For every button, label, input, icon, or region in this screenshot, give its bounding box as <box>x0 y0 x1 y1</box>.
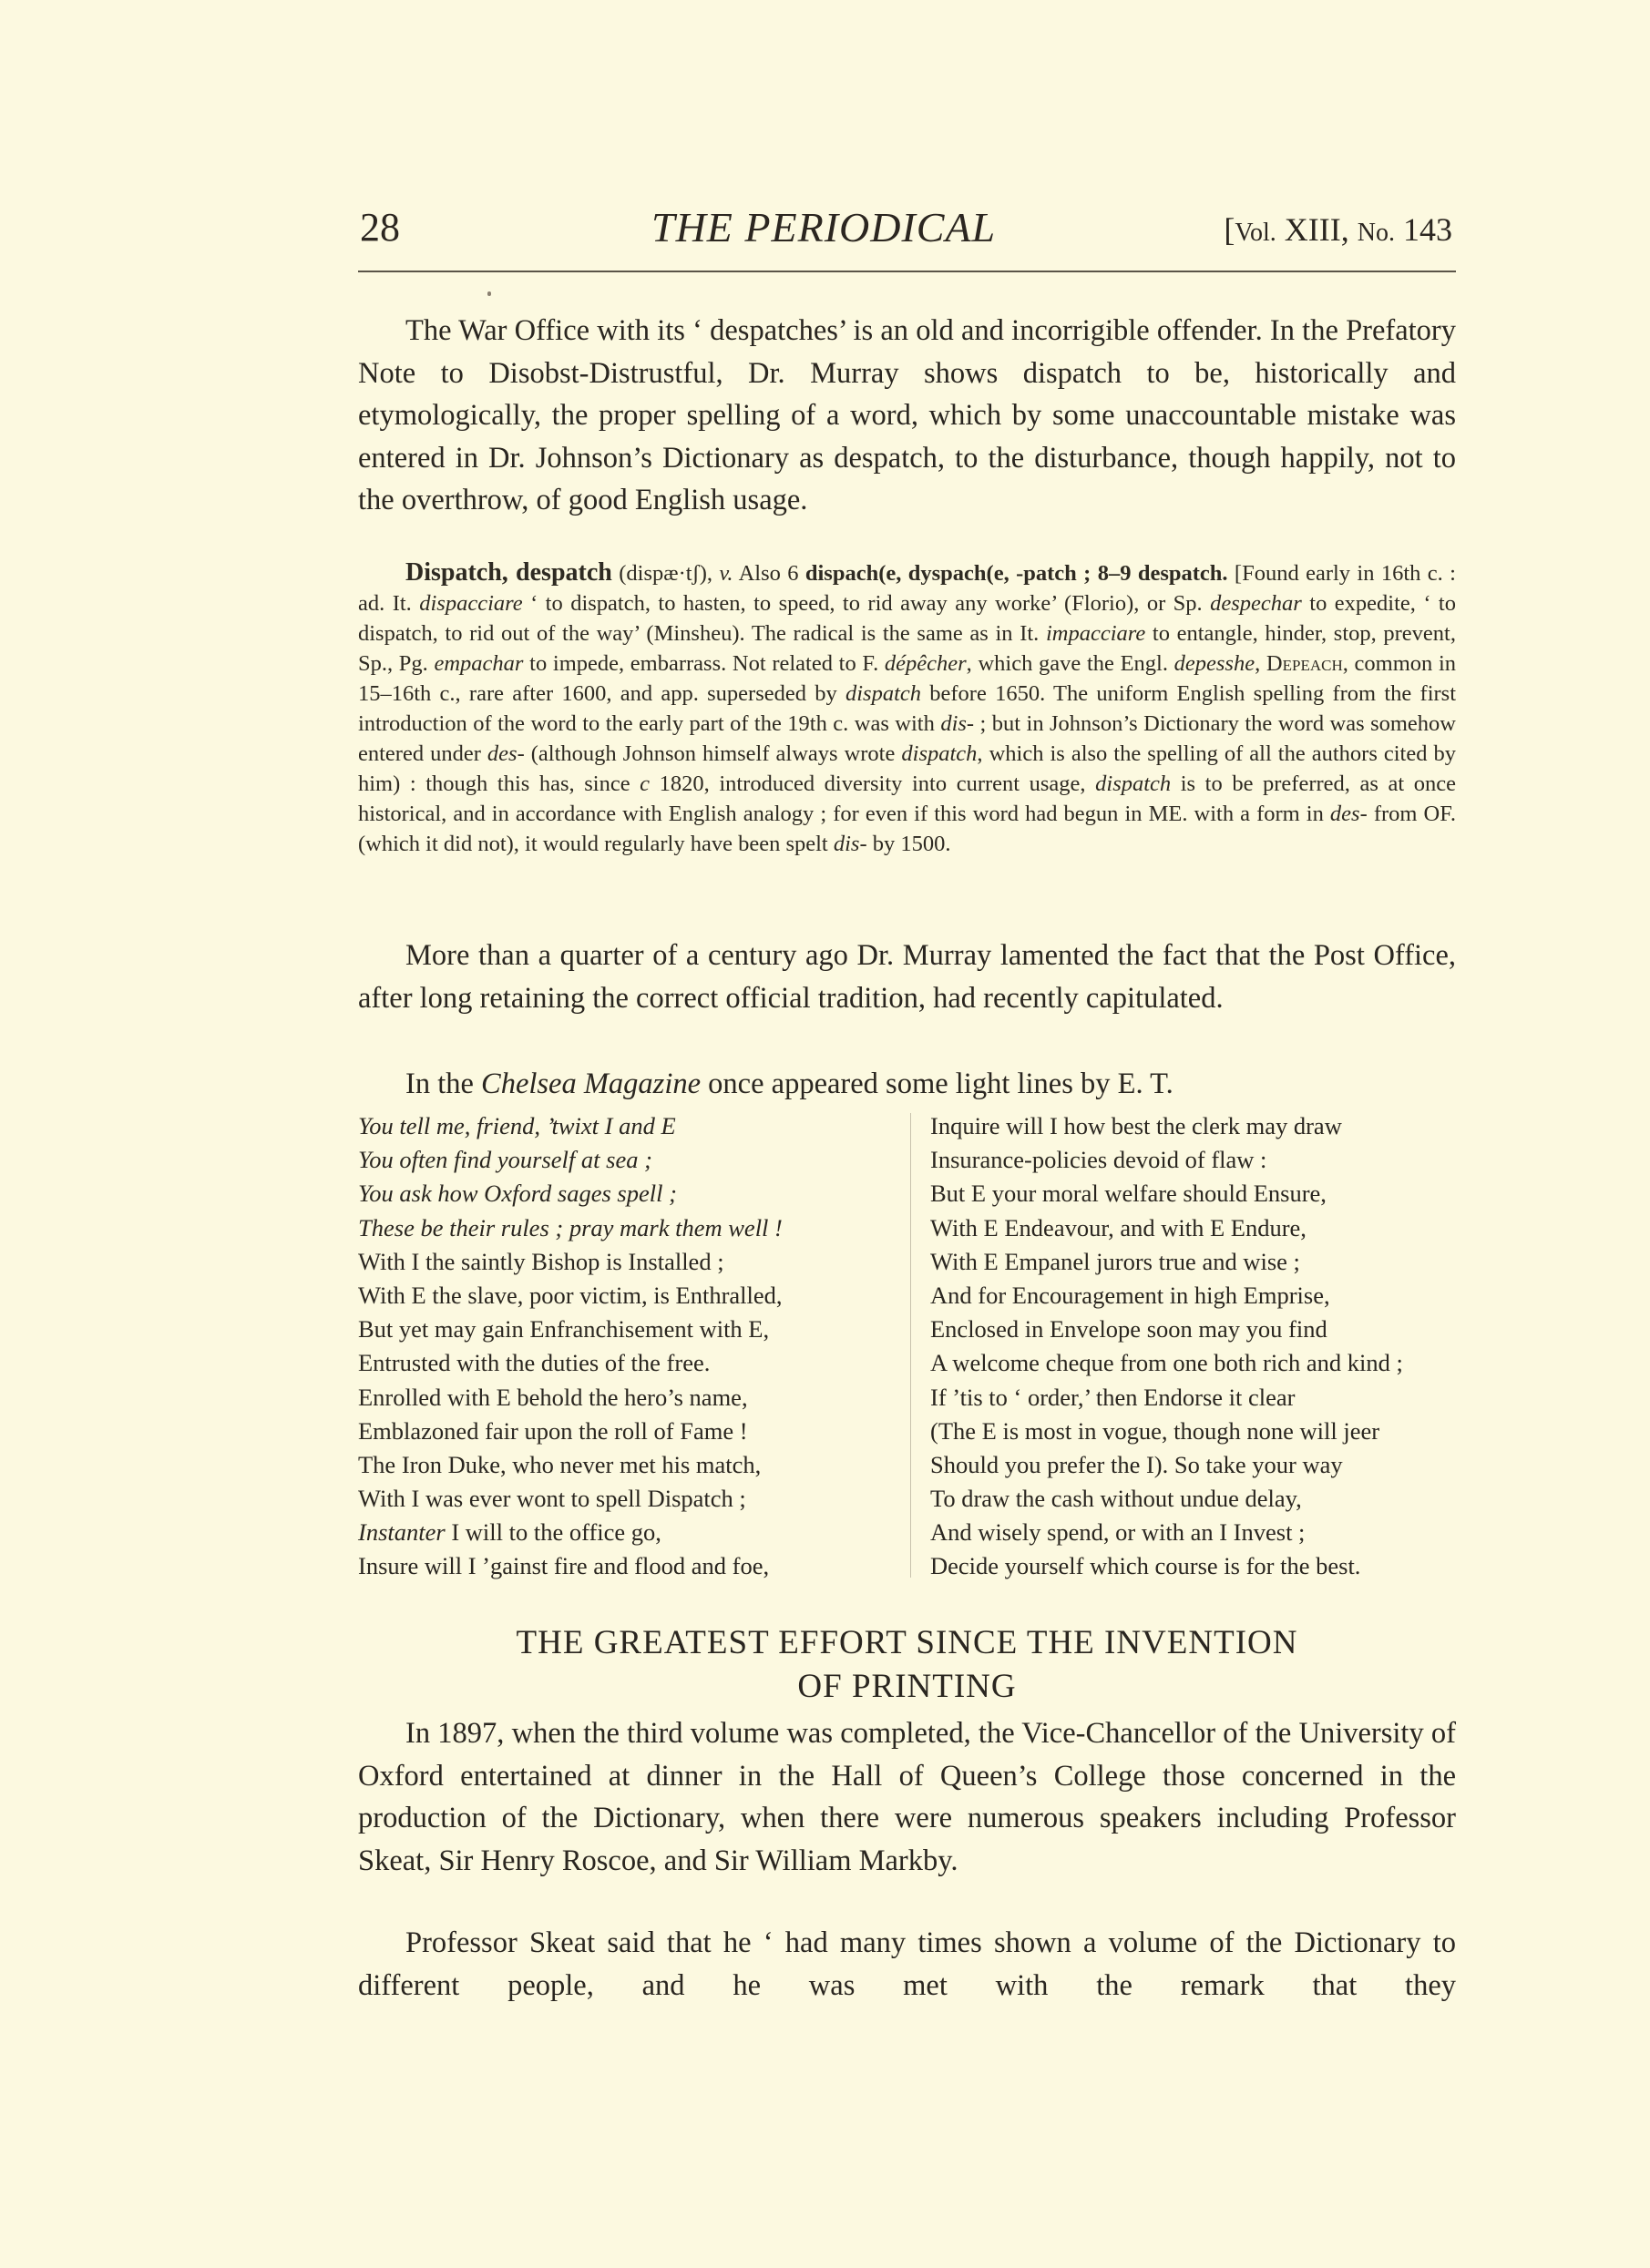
poem-line-text: Emblazoned fair upon the roll of Fame ! <box>358 1416 748 1445</box>
poem-line <box>930 1143 1468 1177</box>
entry-text: ‘ to dispatch, to hasten, to speed, to rid away any worke’ (Florio), or Sp. <box>522 591 1211 616</box>
volume-label: Vol. <box>1235 219 1276 247</box>
poem-column-left <box>358 1109 896 1584</box>
entry-italic: empachar <box>434 651 524 676</box>
entry-italic: dis- <box>940 711 975 736</box>
poem-line-text: With I was ever wont to spell Dispatch ; <box>358 1485 746 1513</box>
volume-bracket: [ <box>1224 211 1235 248</box>
entry-text: ; but in Johnson’s Dictionary the word was somehow entered under <box>358 711 1456 766</box>
entry-italic: impacciare <box>1045 621 1146 646</box>
entry-text: , <box>1255 651 1266 676</box>
poem-line <box>358 1549 896 1583</box>
poem-line-text: Enclosed in Envelope soon may you find <box>930 1315 1327 1343</box>
entry-forms: Also 6 <box>733 561 805 586</box>
entry-forms-list: dispach(e, dyspach(e, -patch ; 8–9 despatch. <box>805 561 1228 586</box>
entry-text: to impede, embarrass. Not related to F. <box>523 651 885 676</box>
poem-line <box>930 1279 1468 1313</box>
paragraph-text: In 1897, when the third volume was completed, the Vice-Chancellor of the University of Oxford entertained at dinner in the Hall of Queen’s College those concerned in the production of the Dictionary, when there were numerous speakers including Professor Skeat, Sir Henry Roscoe, and Sir William Markby. <box>358 1717 1456 1877</box>
entry-text: , which gave the Engl. <box>966 651 1174 676</box>
dictionary-entry <box>358 557 1456 859</box>
poem-line-text: But yet may gain Enfranchisement with E, <box>358 1315 770 1343</box>
poem-line-text: A welcome cheque from one both rich and kind ; <box>930 1349 1403 1377</box>
paragraph-chelsea-magazine <box>358 1063 1456 1106</box>
poem-line <box>930 1516 1468 1549</box>
entry-italic: dispacciare <box>419 591 523 616</box>
poem-line-text: And wisely spend, or with an I Invest ; <box>930 1518 1306 1547</box>
paragraph-1897-dinner <box>358 1712 1456 1882</box>
paragraph-text: Professor Skeat said that he ‘ had many times shown a volume of the Dictionary to different people, and he was met with the remark that they <box>358 1926 1456 2002</box>
entry-pos: v. <box>719 561 733 586</box>
poem-line-text: The Iron Duke, who never met his match, <box>358 1450 762 1478</box>
poem-line <box>930 1381 1468 1415</box>
entry-text: from OF. (which it did not), it would regularly have been spelt <box>358 802 1456 856</box>
poem-line <box>358 1143 896 1177</box>
section-heading-line: OF PRINTING <box>797 1668 1017 1705</box>
periodical-title: THE PERIODICAL <box>651 204 997 250</box>
poem-line <box>358 1245 896 1279</box>
poem-line <box>930 1109 1468 1143</box>
entry-headword: Dispatch, despatch <box>405 558 612 587</box>
entry-italic: dépêcher <box>884 651 967 676</box>
header-rule <box>358 271 1456 272</box>
poem-line <box>930 1346 1468 1380</box>
entry-text: before 1650. The uniform English spelling from the first introduction of the word to the early part of the 19th c. was with <box>358 681 1457 736</box>
entry-italic: des- <box>487 741 525 766</box>
poem-column-right <box>930 1109 1468 1584</box>
entry-italic: dispatch <box>901 741 978 766</box>
entry-text: (although Johnson himself always wrote <box>524 741 902 766</box>
poem-line-text: With E the slave, poor victim, is Enthralled, <box>358 1281 783 1309</box>
entry-text: 1820, introduced diversity into current usage, <box>650 771 1096 796</box>
entry-italic: despechar <box>1210 591 1302 616</box>
issue-label: No. <box>1357 219 1395 247</box>
poem-line <box>358 1448 896 1482</box>
poem-line-text: Enrolled with E behold the hero’s name, <box>358 1383 748 1411</box>
poem-line <box>358 1482 896 1516</box>
entry-text: is to be preferred, as at once historical, and in accordance with English analogy ; for even if this word had begun in ME. with a form in <box>358 771 1456 826</box>
entry-text: to expedite, ‘ to dispatch, to rid out of the way’ (Minsheu). The radical is the same as in It. <box>358 591 1456 646</box>
entry-pronunciation: (dispæ·tʃ), <box>611 561 720 586</box>
poem-line <box>358 1381 896 1415</box>
paragraph-text: The War Office with its ‘ despatches’ is an old and incorrigible offender. In the Prefatory Note to Disobst-Distrustful, Dr. Murray shows dispatch to be, historically and etymologically, the proper spelling of a word, which by some unaccountable mistake was entered in Dr. Johnson’s Dictionary as despatch, to the disturbance, though happily, not to the overthrow, of good English usage. <box>358 314 1456 516</box>
poem-line-text: With E Empanel jurors true and wise ; <box>930 1247 1300 1275</box>
issue-number: 143 <box>1403 211 1452 248</box>
poem-line-text: Entrusted with the duties of the free. <box>358 1349 711 1377</box>
poem-line-text: (The E is most in vogue, though none will jeer <box>930 1416 1380 1445</box>
paragraph-text: More than a quarter of a century ago Dr. Murray lamented the fact that the Post Office, after long retaining the correct official tradition, had recently capitulated. <box>358 939 1456 1015</box>
poem-line <box>358 1279 896 1313</box>
poem-line-text: To draw the cash without undue delay, <box>930 1485 1302 1513</box>
entry-smallcaps: Depeach <box>1266 651 1343 676</box>
entry-text: , common in 15–16th c., rare after 1600, and app. superseded by <box>358 651 1456 706</box>
poem-line <box>930 1313 1468 1346</box>
poem-line-text: You ask how Oxford sages spell ; <box>358 1180 677 1208</box>
poem-line-text: With I the saintly Bishop is Installed ; <box>358 1247 724 1275</box>
poem-line-text: Decide yourself which course is for the best. <box>930 1552 1361 1580</box>
entry-text: to entangle, hinder, stop, prevent, Sp., Pg. <box>358 621 1456 676</box>
poem-line <box>358 1346 896 1380</box>
paragraph-text: In the <box>405 1068 482 1100</box>
poem-line-text: Should you prefer the I). So take your way <box>930 1450 1343 1478</box>
entry-text: [Found early in 16th c. : ad. It. <box>358 561 1456 616</box>
poem-line <box>358 1313 896 1346</box>
volume-issue <box>1224 204 1452 259</box>
poem-line <box>930 1448 1468 1482</box>
poem-line-text: If ’tis to ‘ order,’ then Endorse it clear <box>930 1383 1296 1411</box>
entry-italic: depesshe <box>1173 651 1255 676</box>
running-head <box>358 202 1456 257</box>
poem-line-text: With E Endeavour, and with E Endure, <box>930 1213 1307 1241</box>
poem-line <box>358 1211 896 1245</box>
entry-italic: dis- <box>833 832 867 856</box>
volume-number: XIII, <box>1284 211 1349 248</box>
poem-line-text: You tell me, friend, ’twixt I and E <box>358 1112 676 1139</box>
entry-text: , which is also the spelling of all the authors cited by him) : though this has, since <box>358 741 1457 796</box>
poem-line-text: And for Encouragement in high Emprise, <box>930 1281 1330 1309</box>
entry-italic: c <box>640 771 651 796</box>
poem-line <box>358 1516 896 1549</box>
poem-line <box>930 1415 1468 1448</box>
ink-speck <box>487 291 491 296</box>
paragraph-professor-skeat <box>358 1922 1456 2007</box>
poem-italic-word: Instanter <box>358 1518 446 1547</box>
page-number: 28 <box>360 205 400 250</box>
poem-line <box>930 1177 1468 1211</box>
magazine-title: Chelsea Magazine <box>481 1068 702 1100</box>
poem-line-text: These be their rules ; pray mark them well ! <box>358 1213 783 1241</box>
poem-column-divider <box>910 1113 911 1578</box>
section-heading <box>358 1621 1456 1709</box>
poem-line <box>358 1415 896 1448</box>
poem-line <box>358 1109 896 1143</box>
poem-line-text: You often find yourself at sea ; <box>358 1146 652 1174</box>
section-heading-line: THE GREATEST EFFORT SINCE THE INVENTION <box>516 1624 1298 1661</box>
entry-italic: dispatch <box>845 681 922 706</box>
poem-line-text: Insurance-policies devoid of flaw : <box>930 1146 1267 1174</box>
poem-line <box>930 1549 1468 1583</box>
paragraph-text: once appeared some light lines by E. T. <box>701 1068 1173 1100</box>
poem-line-text: I will to the office go, <box>445 1518 661 1547</box>
entry-text: by 1500. <box>866 832 951 856</box>
entry-italic: dispatch <box>1095 771 1172 796</box>
poem-line <box>358 1177 896 1211</box>
poem-line <box>930 1482 1468 1516</box>
poem-line <box>930 1211 1468 1245</box>
paragraph-war-office <box>358 310 1456 522</box>
paragraph-post-office <box>358 935 1456 1019</box>
poem-line <box>930 1245 1468 1279</box>
poem-line-text: Insure will I ’gainst fire and flood and foe, <box>358 1552 770 1580</box>
poem-line-text: But E your moral welfare should Ensure, <box>930 1180 1327 1208</box>
poem-line-text: Inquire will I how best the clerk may draw <box>930 1112 1342 1139</box>
entry-italic: des- <box>1329 802 1368 826</box>
